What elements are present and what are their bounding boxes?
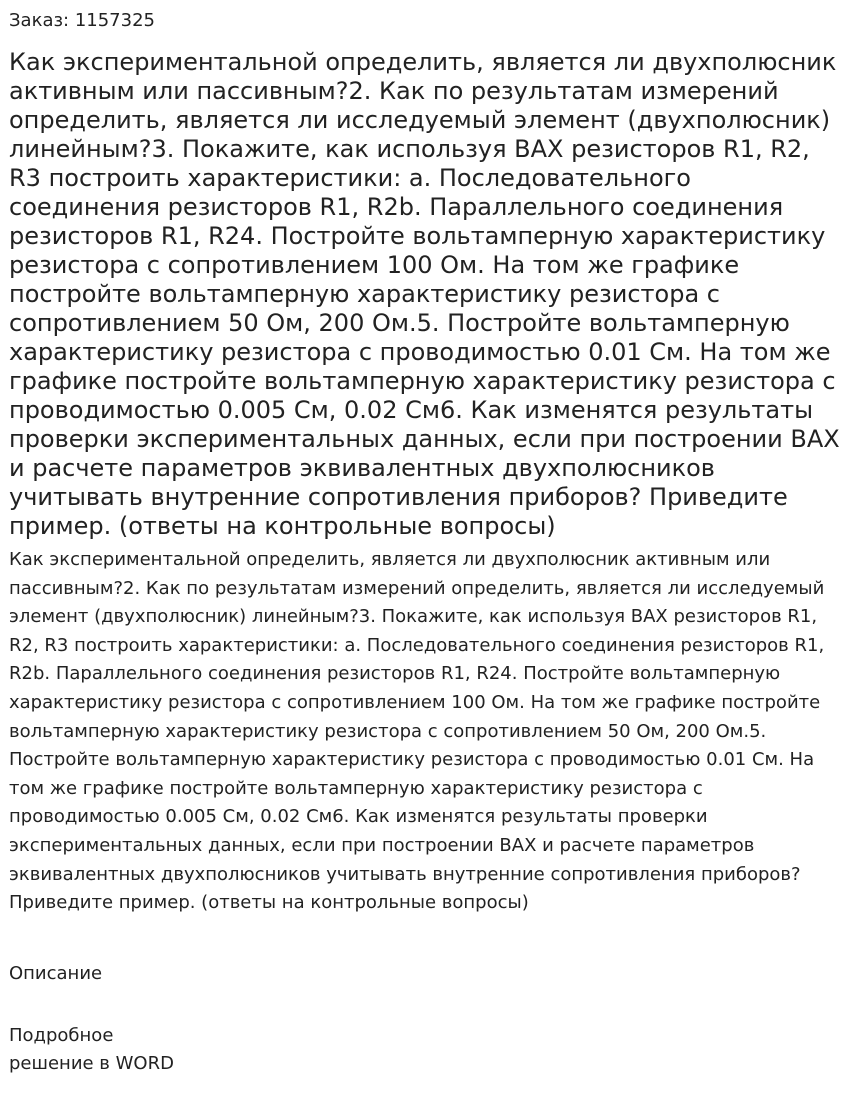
task-text: Как экспериментальной определить, является ли двухполюсник активным или пассивным?2. Как по результатам измерений определить, является ли исследуемый элемент (двухполюсник) линейным?3. Покажите, как используя ВАХ резисторов R1, R2, R3 построить характеристики: а. Последовательного соединения резисторов R1, R2b. Параллельного соединения резисторов R1, R24. Постройте вольтамперную характеристику резистора с сопротивлением 100 Ом. На том же графике постройте вольтамперную характеристику резистора с сопротивлением 50 Ом, 200 Ом.5. Постройте вольтамперную характеристику резистора с проводимостью 0.01 См. На том же графике постройте вольтамперную характеристику резистора с проводимостью 0.005 См, 0.02 См6. Как изменятся результаты проверки экспериментальных данных, если при построении ВАХ и расчете параметров эквивалентных двухполюсников учитывать внутренние сопротивления приборов? Приведите пример. (ответы на контрольные вопросы)	[9, 549, 825, 914]
description-line-1: Подробное	[9, 1025, 114, 1046]
page-title: Как экспериментальной определить, является ли двухполюсник активным или пассивным?2. Как по результатам измерений определить, является ли исследуемый элемент (двухполюсник) линейным?3. Покажите, как используя ВАХ резисторов R1, R2, R3 построить характеристики: а. Последовательного соединения резисторов R1, R2b. Параллельного соединения резисторов R1, R24. Постройте вольтамперную характеристику резистора с сопротивлением 100 Ом. На том же графике постройте вольтамперную характеристику резистора с сопротивлением 50 Ом, 200 Ом.5. Постройте вольтамперную характеристику резистора с проводимостью 0.01 См. На том же графике постройте вольтамперную характеристику резистора с проводимостью 0.005 См, 0.02 См6. Как изменятся результаты проверки экспериментальных данных, если при построении ВАХ и расчете параметров эквивалентных двухполюсников учитывать внутренние сопротивления приборов? Приведите пример. (ответы на контрольные вопросы)	[9, 48, 840, 540]
order-number: Заказ: 1157325	[9, 10, 155, 31]
description-heading: Описание	[9, 963, 103, 984]
description-line-2: решение в WORD	[9, 1053, 174, 1074]
